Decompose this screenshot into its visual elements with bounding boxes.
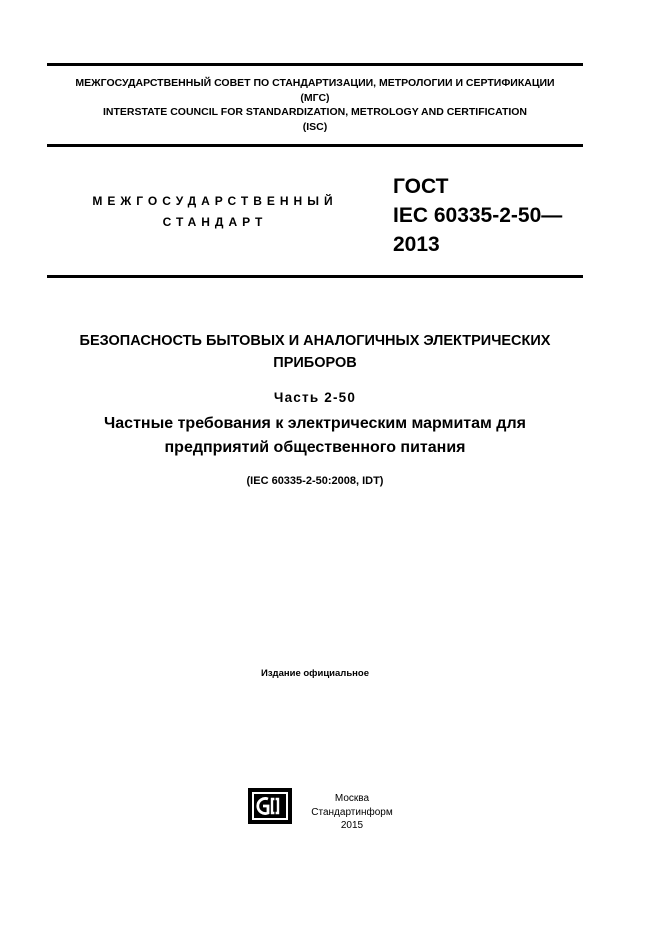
- edition-label: Издание официальное: [261, 668, 369, 679]
- council-abbr-ru: (МГС): [300, 91, 330, 104]
- title-line1: БЕЗОПАСНОСТЬ БЫТОВЫХ И АНАЛОГИЧНЫХ ЭЛЕКТРИЧЕСКИХ: [79, 333, 551, 349]
- standard-type-line1: МЕЖГОСУДАРСТВЕННЫЙ: [92, 194, 338, 208]
- document-subtitle: [47, 412, 583, 460]
- standard-type: [80, 191, 350, 233]
- subtitle-line1: Частные требования к электрическим мармитам для: [104, 415, 526, 432]
- part-number: Часть 2-50: [273, 390, 357, 405]
- designation-line2: IEC 60335-2-50—: [393, 204, 563, 227]
- standard-type-line2: СТАНДАРТ: [162, 215, 268, 229]
- subtitle-line2: предприятий общественного питания: [164, 439, 466, 456]
- iec-reference: (IEC 60335-2-50:2008, IDT): [246, 475, 384, 487]
- title-line2: ПРИБОРОВ: [273, 355, 357, 371]
- publisher-info: [300, 792, 404, 833]
- council-abbr-en: (ISC): [302, 120, 328, 133]
- standard-designation: [393, 172, 562, 259]
- council-header: [47, 76, 583, 134]
- designation-line3: 2013: [393, 233, 440, 256]
- bottom-rule: [47, 275, 583, 278]
- publisher-year: 2015: [340, 820, 364, 831]
- top-rule: [47, 63, 583, 66]
- council-name-ru: МЕЖГОСУДАРСТВЕННЫЙ СОВЕТ ПО СТАНДАРТИЗАЦИИ, МЕТРОЛОГИИ И СЕРТИФИКАЦИИ: [75, 77, 555, 89]
- middle-rule: [47, 144, 583, 147]
- designation-line1: ГОСТ: [393, 175, 449, 198]
- document-title: [47, 330, 583, 374]
- publisher-name: Стандартинформ: [311, 806, 393, 818]
- publisher-city: Москва: [334, 793, 370, 804]
- standartinform-logo-icon: [248, 788, 292, 824]
- council-name-en: INTERSTATE COUNCIL FOR STANDARDIZATION, METROLOGY AND CERTIFICATION: [102, 106, 528, 118]
